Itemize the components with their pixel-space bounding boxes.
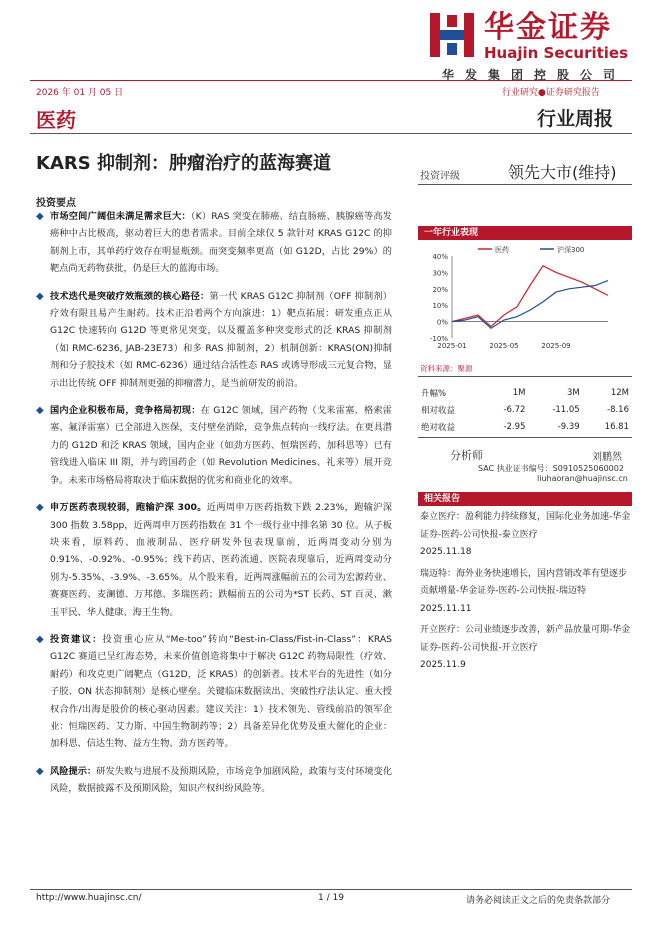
summary-bullet	[36, 631, 392, 753]
table-cell: 1M	[512, 387, 526, 398]
series-line-hs300	[452, 281, 608, 329]
report-date: 2026 年 01 月 05 日	[36, 88, 124, 98]
x-tick-label: 2025-09	[541, 342, 571, 350]
bullet-text: 在 G12C 领域，国产药物（戈来雷塞、格索雷塞、氟泽雷塞）已全部进入医保，支付壁垒消除，竞争焦点转向一线疗法。在更具潜力的 G12D 和泛 KRAS 领域，国内企业（如劲方医药、恒瑞医药、加科思等）已有管线进入临床 III 期，并与跨国药企（如 Revolution Medicines、礼来等）展开竞争。未来市场格局将取决于临床数据的优劣和商业化的效率。	[50, 405, 392, 486]
legend-label: 沪深300	[557, 246, 585, 254]
bullet-text: 投资重心应从“Me-too”转向“Best-in-Class/Fist-in-Class”：KRAS G12C 赛道已呈红海态势，未来价值创造将集中于解决 G12C 药物局限性（疗效、耐药）和攻克更广阔靶点（G12D，泛 KRAS）的创新者。技术平台的先进性（如分子胶、ON 状态抑制剂）是核心壁垒。关键临床数据读出、突破性疗法认定、重大授权合作/出海是股价的核心驱动因素。建议关注：1）技术领先、管线前沿的领军企业：恒瑞医药、艾力斯、中国生物制药等；2）具备差异化优势及重大催化的企业：加科思、信达生物、益方生物、劲方医药等。	[50, 633, 393, 750]
summary-bullet	[36, 402, 392, 489]
header-divider-2	[30, 133, 632, 134]
logo-mark-icon	[430, 13, 474, 57]
diamond-bullet-icon: ◆	[36, 290, 44, 302]
diamond-bullet-icon: ◆	[36, 405, 44, 417]
diamond-bullet-icon: ◆	[36, 765, 44, 777]
bullet-lead: 投资建议：	[50, 633, 103, 645]
related-list	[420, 509, 632, 679]
table-cell: -2.95	[503, 421, 526, 432]
company-name-cn: 华金证券	[484, 10, 612, 45]
analyst-label: 分析师	[450, 449, 483, 462]
diamond-bullet-icon: ◆	[36, 633, 44, 645]
bullet-lead: 市场空间广阔但未满足需求巨大：	[50, 211, 191, 222]
summary-bullet	[36, 499, 392, 621]
summary-bullet	[36, 763, 392, 798]
report-type: 行业研究●证券研究报告	[502, 88, 600, 98]
footer-note: 请务必阅读正文之后的免责条款部分	[466, 896, 611, 906]
bullet-lead: 风险提示：	[50, 765, 97, 777]
footer-divider	[30, 889, 632, 890]
page-number: 1 / 19	[318, 893, 344, 903]
footer-url[interactable]: http://www.huajinsc.cn/	[36, 893, 142, 903]
bullet-lead: 技术迭代是突破疗效瓶颈的核心路径：	[50, 290, 210, 302]
analyst-name: 刘鹏然	[592, 452, 622, 463]
legend-label: 医药	[495, 246, 509, 254]
summary-heading: 投资要点	[36, 198, 76, 209]
table-row	[418, 418, 632, 435]
header-divider	[30, 80, 632, 81]
table-cell: 升幅%	[421, 388, 447, 399]
y-tick-label: 20%	[432, 285, 448, 294]
related-date: 2025.11.11	[420, 603, 472, 614]
x-tick-label: 2025-01	[437, 342, 467, 350]
y-tick-label: 40%	[432, 253, 448, 261]
summary-bullet	[36, 208, 392, 278]
perf-chart	[418, 242, 632, 358]
summary-bullet	[36, 288, 392, 392]
list-item[interactable]	[420, 566, 632, 619]
bullet-lead: 申万医药表现较弱，跑输沪深 300。	[50, 502, 207, 514]
summary-bullets	[36, 208, 392, 808]
perf-table	[418, 384, 632, 435]
perf-heading: 一年行业表现	[418, 226, 632, 240]
analyst-sac: SAC 执业证书编号：S0910525060002	[478, 464, 624, 473]
bullet-text: 研发失败与进展不及预期风险，市场竞争加剧风险，政策与支付环境变化风险，数据披露不及预期风险，知识产权纠纷风险等。	[50, 765, 393, 795]
y-tick-label: 30%	[432, 269, 448, 278]
related-date: 2025.11.18	[420, 547, 472, 557]
source-divider	[418, 376, 632, 377]
table-cell: 3M	[566, 387, 580, 398]
rating-divider	[418, 184, 632, 185]
table-cell: 12M	[610, 387, 629, 398]
analyst-email[interactable]: liuhaoran@huajinsc.cn	[537, 474, 628, 483]
table-row	[418, 384, 632, 401]
table-cell: -8.16	[607, 404, 629, 415]
table-cell: -9.39	[557, 421, 580, 432]
y-tick-label: 0%	[436, 318, 448, 327]
bullet-text: 近两周申万医药指数下跌 2.23%，跑输沪深 300 指数 3.58pp，近两周申万医药指数在 31 个一级行业中排名第 30 位。从子板块来看，原料药、血液制品、医疗研发外包表现靠前，近两周变动分别为 0.91%、-0.92%、-0.95%；线下药店、医药流通、医院表现靠后，近两周变动分别为-5.35%、-3.9%、-3.65%。从个股来看，近两周涨幅前五的公司为宏源药业、赛赛医药、麦澜德、万邦德、多瑞医药；跌幅前五的公司为*ST 长药、ST 百灵、漱玉平民、华人健康、海王生物。	[50, 502, 392, 618]
report-kind: 行业周报	[537, 108, 614, 130]
chart-source: 资料来源：聚源	[420, 364, 473, 373]
bullet-lead: 国内企业积极布局，竞争格局初现：	[50, 405, 201, 417]
table-cell: -6.72	[503, 404, 526, 415]
y-tick-label: 10%	[432, 302, 448, 311]
table-row	[418, 401, 632, 418]
related-heading: 相关报告	[418, 492, 632, 506]
x-tick-label: 2025-05	[489, 342, 519, 350]
related-text: 泰立医疗：盈利能力持续修复，国际化业务加速-华金证券-医药-公司快报-泰立医疗	[420, 512, 631, 540]
rating-value: 领先大市(维持)	[508, 163, 617, 182]
bullet-text: 第一代 KRAS G12C 抑制剂（OFF 抑制剂）疗效有限且易产生耐药。技术正沿着两个方向演进：1）靶点拓展：研发重点正从 G12C 快速转向 G12D 等更常见突变，以及覆盖多种突变形式的泛 KRAS 抑制剂（如 RMC-6236, JAB-23E73）和多 RAS 抑制剂，2）机制创新：KRAS(ON)抑制剂和分子胶技术（如 RMC-6236）通过结合活性态 RAS 或诱导形成三元复合物，显示出比传统 OFF 抑制剂更强的抑瘤潜力，是当前研发的前沿。	[50, 290, 392, 389]
bullet-text: （K）RAS 突变在肺癌、结直肠癌、胰腺癌等高发癌种中占比极高，驱动着巨大的患者需求。目前全球仅 5 款针对 KRAS G12C 的抑制剂上市，其单药疗效存在明显瓶颈。而突变频率更高（如 G12D，占比 29%）的靶点尚无药物获批，仍是巨大的蓝海市场。	[50, 211, 392, 275]
diamond-bullet-icon: ◆	[36, 211, 44, 222]
diamond-bullet-icon: ◆	[36, 502, 44, 514]
related-text: 开立医疗：公司业绩逐步改善，新产品放量可期-华金证券-医药-公司快报-开立医疗	[420, 625, 631, 653]
table-cell: 16.81	[604, 421, 629, 432]
table-divider	[418, 437, 632, 438]
table-cell: 绝对收益	[421, 422, 456, 433]
group-name: 华发集团控股公司	[442, 68, 627, 82]
company-name-en: Huajin Securities	[484, 44, 629, 62]
table-cell: 相对收益	[421, 405, 456, 416]
related-text: 瑞迈特：海外业务快速增长，国内营销改革有望逐步贡献增量-华金证券-医药-公司快报-瑞迈特	[420, 568, 628, 596]
list-item[interactable]	[420, 622, 632, 675]
rating-label: 投资评级	[420, 171, 460, 182]
table-cell: -11.05	[552, 404, 580, 415]
y-tick-label: -10%	[429, 335, 448, 343]
related-date: 2025.11.9	[420, 660, 466, 670]
page-title: KARS 抑制剂：肿瘤治疗的蓝海赛道	[36, 153, 331, 174]
list-item[interactable]	[420, 509, 632, 562]
sector-label: 医药	[36, 108, 76, 132]
